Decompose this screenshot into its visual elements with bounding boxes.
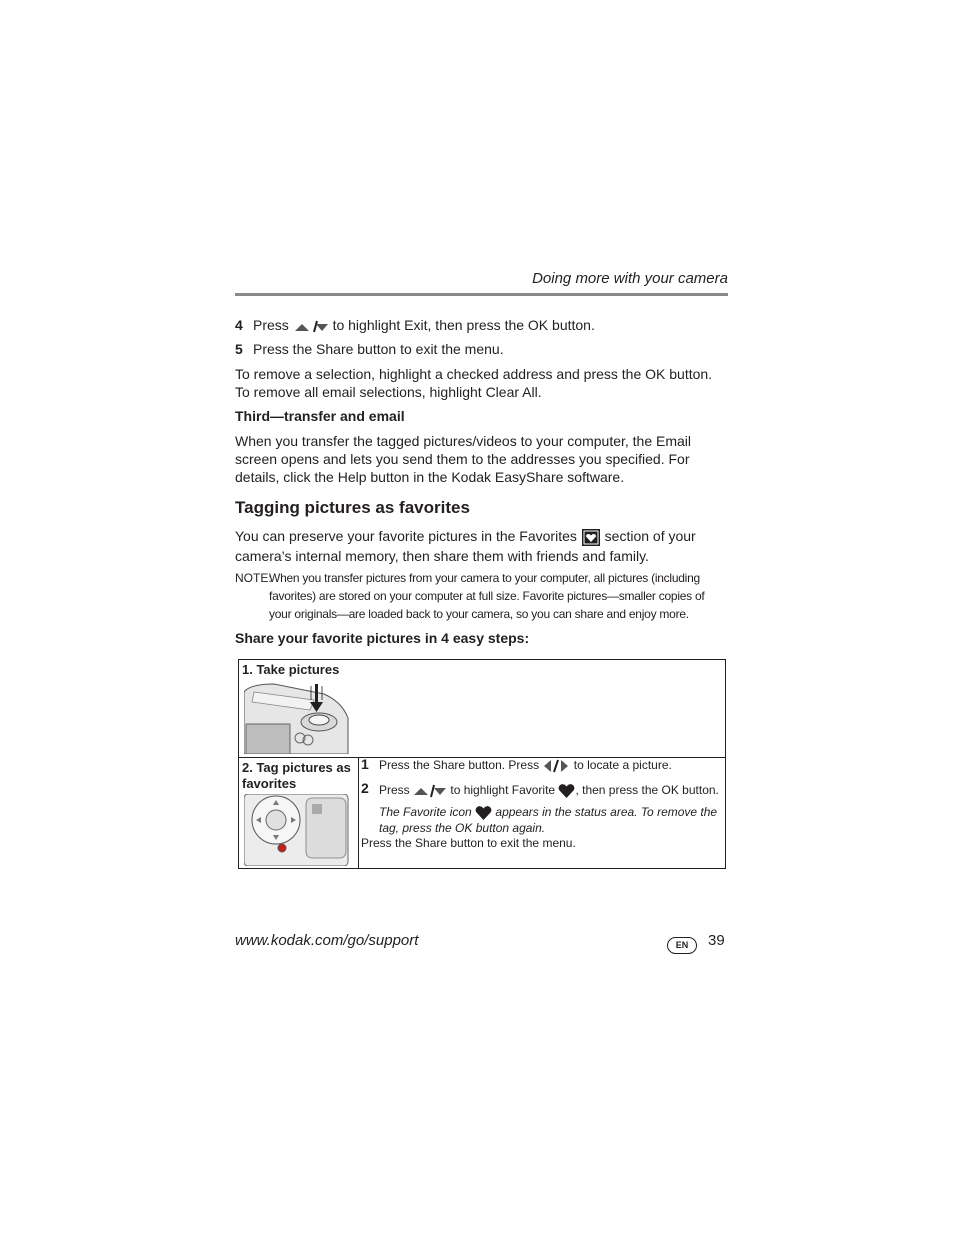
step-text-end: to highlight Exit, then press the OK button. <box>332 317 595 333</box>
exit-menu-text: Press the Share button to exit the menu. <box>361 836 576 850</box>
camera-shutter-illustration <box>244 682 350 759</box>
row-1-label: 1. Take pictures <box>242 662 340 677</box>
step-1-number: 1 <box>361 756 369 772</box>
step-2-text-start: Press <box>379 783 410 798</box>
transfer-paragraph: When you transfer the tagged pictures/videos to your computer, the Email screen opens and lets you send them to the addresses you specified. For details, click the Help button in the Kodak EasyShare software. <box>235 433 692 485</box>
step-1-text-start: Press the Share button. Press <box>379 758 540 772</box>
step-2-text-end: , then press the OK button. <box>575 783 719 798</box>
support-url: www.kodak.com/go/support <box>235 932 419 949</box>
step-text: Press the Share button to exit the menu. <box>253 341 504 357</box>
note-label: NOTE: <box>235 571 272 585</box>
step-1-text <box>379 758 719 773</box>
section-heading: Tagging pictures as favorites <box>235 498 470 517</box>
third-transfer-heading: Third—transfer and email <box>235 408 405 424</box>
header-rule <box>235 293 728 296</box>
step-number: 4 <box>235 317 243 333</box>
favorite-note-end: appears in the status area. To remove the tag, press the OK button again. <box>379 805 718 835</box>
step-2-number: 2 <box>361 780 369 796</box>
heart-icon <box>475 805 492 821</box>
step-2-text <box>379 783 724 799</box>
favorites-intro <box>235 527 728 565</box>
step-text-start: Press <box>253 317 289 333</box>
step-number: 5 <box>235 341 243 357</box>
page-number: 39 <box>708 932 725 949</box>
note-block <box>235 569 729 625</box>
intro-text-start: You can preserve your favorite pictures in the Favorites <box>235 528 577 544</box>
remove-selection-paragraph: To remove a selection, highlight a checked address and press the OK button. To remove all email selections, highlight Clear All. <box>235 366 713 400</box>
up-down-arrows-icon <box>413 784 447 798</box>
left-right-arrows-icon <box>542 759 570 773</box>
camera-back-illustration <box>244 794 350 871</box>
favorites-folder-icon <box>581 527 601 547</box>
note-text: When you transfer pictures from your camera to your computer, all pictures (including favorites) are stored on your computer at full size. Favorite pictures—smaller copies of your originals—are loaded back to your camera, so you can share and enjoy more. <box>269 571 705 621</box>
language-badge: EN <box>667 937 697 954</box>
up-down-arrows-icon <box>293 319 329 333</box>
step-4 <box>235 316 595 334</box>
table-column-divider <box>358 757 359 868</box>
intro-text-end: section of your camera’s internal memory, then share them with friends and family. <box>235 528 696 565</box>
row-2-label: 2. Tag pictures as favorites <box>242 760 351 791</box>
steps-heading: Share your favorite pictures in 4 easy steps: <box>235 630 530 646</box>
running-header: Doing more with your camera <box>532 270 728 287</box>
favorite-icon-note <box>379 805 719 835</box>
step-5 <box>235 340 504 358</box>
heart-icon <box>558 783 575 799</box>
favorite-note-start: The Favorite icon <box>379 805 472 820</box>
step-1-text-end: to locate a picture. <box>573 758 672 772</box>
step-2-text-middle: to highlight Favorite <box>450 783 556 798</box>
steps-table <box>238 659 726 869</box>
